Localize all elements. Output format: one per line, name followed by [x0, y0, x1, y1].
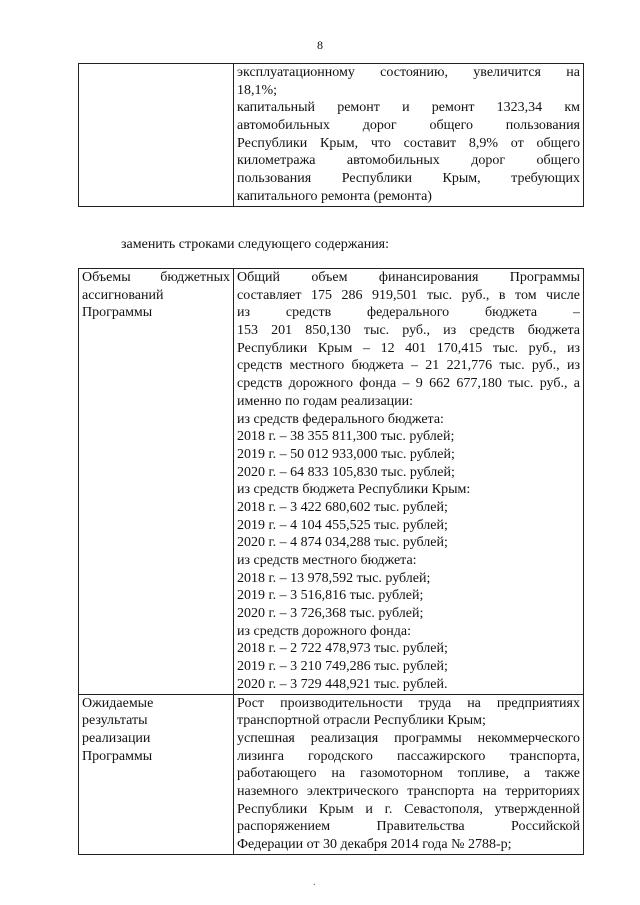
text-line: лизинга городского пассажирского транспорта, — [237, 748, 580, 764]
table-row-budget — [79, 269, 584, 695]
text-line: 18,1%; — [237, 82, 278, 98]
text-line: Республики Крым и г. Севастополя, утвержденной — [237, 801, 580, 817]
text-line: из средств бюджета Республики Крым: — [237, 482, 471, 498]
text-line: автомобильных дорог общего пользования — [237, 118, 580, 134]
text-line: Ожидаемые — [82, 695, 154, 711]
text-line: 2020 г. – 3 729 448,921 тыс. рублей. — [237, 676, 448, 692]
text-line: эксплуатационному состоянию, увеличится на — [237, 65, 580, 80]
cell-text — [82, 695, 230, 766]
text-line: 153 201 850,130 тыс. руб., из средств бюджета — [237, 323, 580, 339]
text-line: пользования Республики Крым, требующих — [237, 171, 580, 187]
text-line: 2019 г. – 3 210 749,286 тыс. рублей; — [237, 659, 448, 675]
text-line: Программы — [82, 305, 153, 321]
text-line: 2018 г. – 3 422 680,602 тыс. рублей; — [237, 499, 448, 515]
text-line: 2019 г. – 50 012 933,000 тыс. рублей; — [237, 446, 455, 462]
table-cell-left — [79, 269, 234, 695]
text-line: средств дорожного фонда – 9 662 677,180 тыс. руб., а — [237, 376, 580, 392]
text-line: Рост производительности труда на предприятиях — [237, 695, 580, 711]
replacement-table — [78, 268, 584, 855]
text-line: Общий объем финансирования Программы — [237, 270, 580, 285]
cell-text — [237, 269, 580, 694]
text-line: 2018 г. – 2 722 478,973 тыс. рублей; — [237, 641, 448, 657]
table-cell-left — [79, 694, 234, 854]
text-line: из средств местного бюджета: — [237, 553, 417, 568]
scan-mark: . — [313, 877, 316, 888]
text-line: 2019 г. – 3 516,816 тыс. рублей; — [237, 588, 424, 604]
text-line: наземного электрического транспорта на территориях — [237, 783, 580, 799]
cell-text — [82, 269, 230, 322]
text-line: Объемы бюджетных — [82, 270, 230, 285]
cell-text — [237, 64, 580, 206]
text-line: из средств федерального бюджета: — [237, 411, 444, 427]
text-line: 2018 г. – 13 978,592 тыс. рублей; — [237, 570, 431, 586]
text-line: ассигнований — [82, 287, 164, 303]
text-line: 2020 г. – 64 833 105,830 тыс. рублей; — [237, 464, 455, 480]
text-line: Федерации от 30 декабря 2014 года № 2788-р; — [237, 837, 512, 852]
text-line: транспортной отрасли Республики Крым; — [237, 713, 486, 729]
text-line: километража автомобильных дорог общего — [237, 153, 580, 169]
text-line: из средств федерального бюджета – — [237, 305, 580, 321]
text-line: реализации — [82, 730, 151, 746]
text-line: 2018 г. – 38 355 811,300 тыс. рублей; — [237, 429, 455, 445]
table-cell-right — [234, 269, 584, 695]
replace-instruction: заменить строками следующего содержания: — [121, 237, 390, 252]
text-line: именно по годам реализации: — [237, 393, 414, 409]
text-line: Программы — [82, 748, 153, 764]
table-cell-right — [234, 64, 584, 207]
continuation-table — [78, 63, 584, 207]
table-cell-right — [234, 694, 584, 854]
text-line: составляет 175 286 919,501 тыс. руб., в том числе — [237, 287, 580, 303]
text-line: 2019 г. – 4 104 455,525 тыс. рублей; — [237, 517, 448, 533]
table-cell-left-empty — [79, 64, 234, 207]
text-line: капитального ремонта (ремонта) — [237, 188, 432, 204]
text-line: из средств дорожного фонда: — [237, 623, 411, 639]
table-row-results — [79, 694, 584, 854]
page-number: 8 — [317, 38, 323, 52]
text-line: 2020 г. – 3 726,368 тыс. рублей; — [237, 606, 424, 622]
text-line: результаты — [82, 713, 148, 729]
text-line: Республики Крым – 12 401 170,415 тыс. руб., из — [237, 340, 580, 356]
cell-text — [237, 695, 580, 854]
text-line: 2020 г. – 4 874 034,288 тыс. рублей; — [237, 535, 448, 551]
text-line: успешная реализация программы некоммерческого — [237, 730, 580, 746]
text-line: Республики Крым, что составит 8,9% от общего — [237, 135, 580, 151]
text-line: капитальный ремонт и ремонт 1323,34 км — [237, 100, 580, 116]
text-line: распоряжением Правительства Российской — [237, 819, 580, 835]
text-line: средств местного бюджета – 21 221,776 тыс. руб., из — [237, 358, 580, 374]
table-row — [79, 64, 584, 207]
text-line: работающего на газомоторном топливе, а также — [237, 766, 580, 782]
